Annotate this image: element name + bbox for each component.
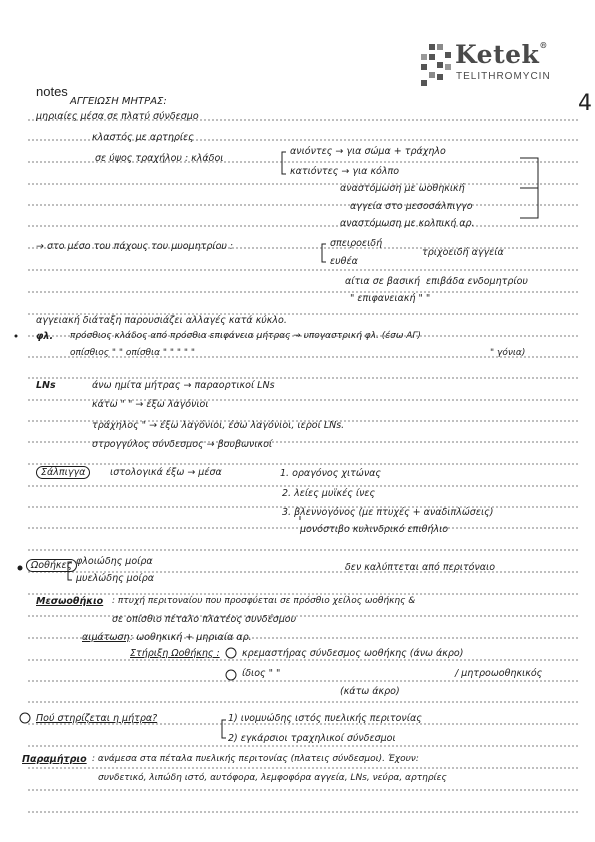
note-line: : ωοθηκική + μηριαία αρ. (130, 632, 252, 643)
note-line: αίτια σε βασική (345, 276, 421, 287)
note-line: 2. λείες μυϊκές ίνες (282, 488, 376, 499)
note-line: ανιόντες → για σώμα + τράχηλο (290, 146, 446, 157)
note-line: ίδιος " " (242, 668, 281, 679)
blood-supply-label: αιμάτωση (82, 632, 130, 643)
page-number: 4 (578, 91, 592, 116)
notes-label: notes (36, 84, 68, 99)
note-line: κάτω " " → έξω λαγόνιοι (92, 399, 209, 410)
uterus-support-question: Πού στηρίζεται η μήτρα? (36, 713, 158, 724)
note-line: μηριαίες μέσα σε πλατύ σύνδεσμο (36, 111, 199, 122)
note-line: συνδετικό, λιπώδη ιστό, αυτόφορα, λεμφοφόρα αγγεία, LNs, νεύρα, αρτηρίες (98, 773, 447, 783)
ovaries-label: Ωοθήκες (26, 560, 77, 571)
note-line: τριχοειδή αγγεία (422, 247, 504, 258)
note-line: κατιόντες → για κόλπο (290, 166, 400, 177)
note-line: (κάτω άκρο) (340, 686, 400, 697)
note-line: / μητροωοθηκικός (455, 668, 543, 679)
note-line: μονόστιβο κυλινδρικό επιθήλιο (300, 524, 449, 535)
note-line: πρόσθιος κλάδος από πρόσθια επιφάνεια μήτρας → υπογαστρική φλ. (έσω ΑΓ) (70, 331, 421, 341)
note-line: 3. βλεννογόνος (με πτυχές + αναδιπλώσεις) (282, 507, 494, 518)
note-line: σε ύψος τραχήλου : κλάδοι (95, 153, 224, 164)
note-line: κλαστός με αρτηρίες (92, 132, 194, 143)
note-line: αναστόμωση με ωοθηκική (340, 183, 465, 194)
note-line: 1. οραγόνος χιτώνας (280, 468, 381, 479)
note-line: άνω ημίτα μήτρας → παραορτικοί LNs (92, 380, 275, 391)
note-line: αγγειακή διάταξη παρουσιάζει αλλαγές κατά κύκλο. (36, 315, 287, 326)
note-line: αναστόμωση με κολπική αρ. (340, 218, 475, 229)
note-line: δεν καλύπτεται από περιτόναιο (345, 562, 496, 573)
note-line: : πτυχή περιτοναίου που προσφύεται σε πρόσθιο χείλος ωοθήκης & (112, 596, 416, 606)
note-line: αγγεία στο μεσοσάλπιγγο (350, 201, 473, 212)
mesovarium-label: Μεσωοθήκιο (36, 596, 104, 607)
note-line: 1) ινομυώδης ιστός πυελικής περιτονίας (228, 713, 422, 724)
note-line: 2) εγκάρσιοι τραχηλικοί σύνδεσμοι (228, 733, 396, 744)
note-line: φλοιώδης μοίρα (76, 556, 153, 567)
heading-uterine-vascularization: ΑΓΓΕΙΩΣΗ ΜΗΤΡΑΣ: (70, 96, 167, 107)
note-line: σπειροειδή (330, 238, 383, 249)
lns-label: LNs (36, 380, 56, 391)
salpinx-label: Σάλπιγγα (36, 467, 90, 478)
note-line: στρογγύλος σύνδεσμος → βουβωνικοί (92, 439, 273, 450)
note-line: σε οπίσθιο πέταλο πλατέος συνδέσμου (112, 614, 297, 625)
logo-product: TELITHROMYCIN (456, 71, 551, 82)
note-line: " επιφανειακή " " (350, 293, 431, 304)
note-line: κρεμαστήρας σύνδεσμος ωοθήκης (άνω άκρο) (242, 648, 464, 659)
note-line: οπίσθιος " " οπίσθια " " " " " (70, 348, 196, 358)
note-line: : ανάμεσα στα πέταλα πυελικής περιτονίας (πλατεις σύνδεσμοι). Έχουν: (92, 754, 419, 764)
note-line: " γόνια) (490, 348, 526, 358)
ovary-support-label: Στήριξη Ωοθήκης : (130, 648, 220, 659)
note-line: → στο μέσο του πάχους του μυομητρίου : (36, 241, 234, 252)
note-line: επιβάδα ενδομητρίου (426, 276, 528, 287)
note-line: ευθέα (330, 256, 358, 267)
veins-label: φλ. (36, 331, 54, 342)
note-line: ιστολογικά έξω → μέσα (110, 467, 222, 478)
parametrium-label: Παραμήτριο (22, 754, 87, 765)
note-line: μυελώδης μοίρα (76, 573, 155, 584)
logo-brand: Ketek® (455, 40, 548, 69)
note-line: τράχηλος " → έξω λαγόνιοι, έσω λαγόνιοι, ιεροί LNs. (92, 420, 345, 431)
